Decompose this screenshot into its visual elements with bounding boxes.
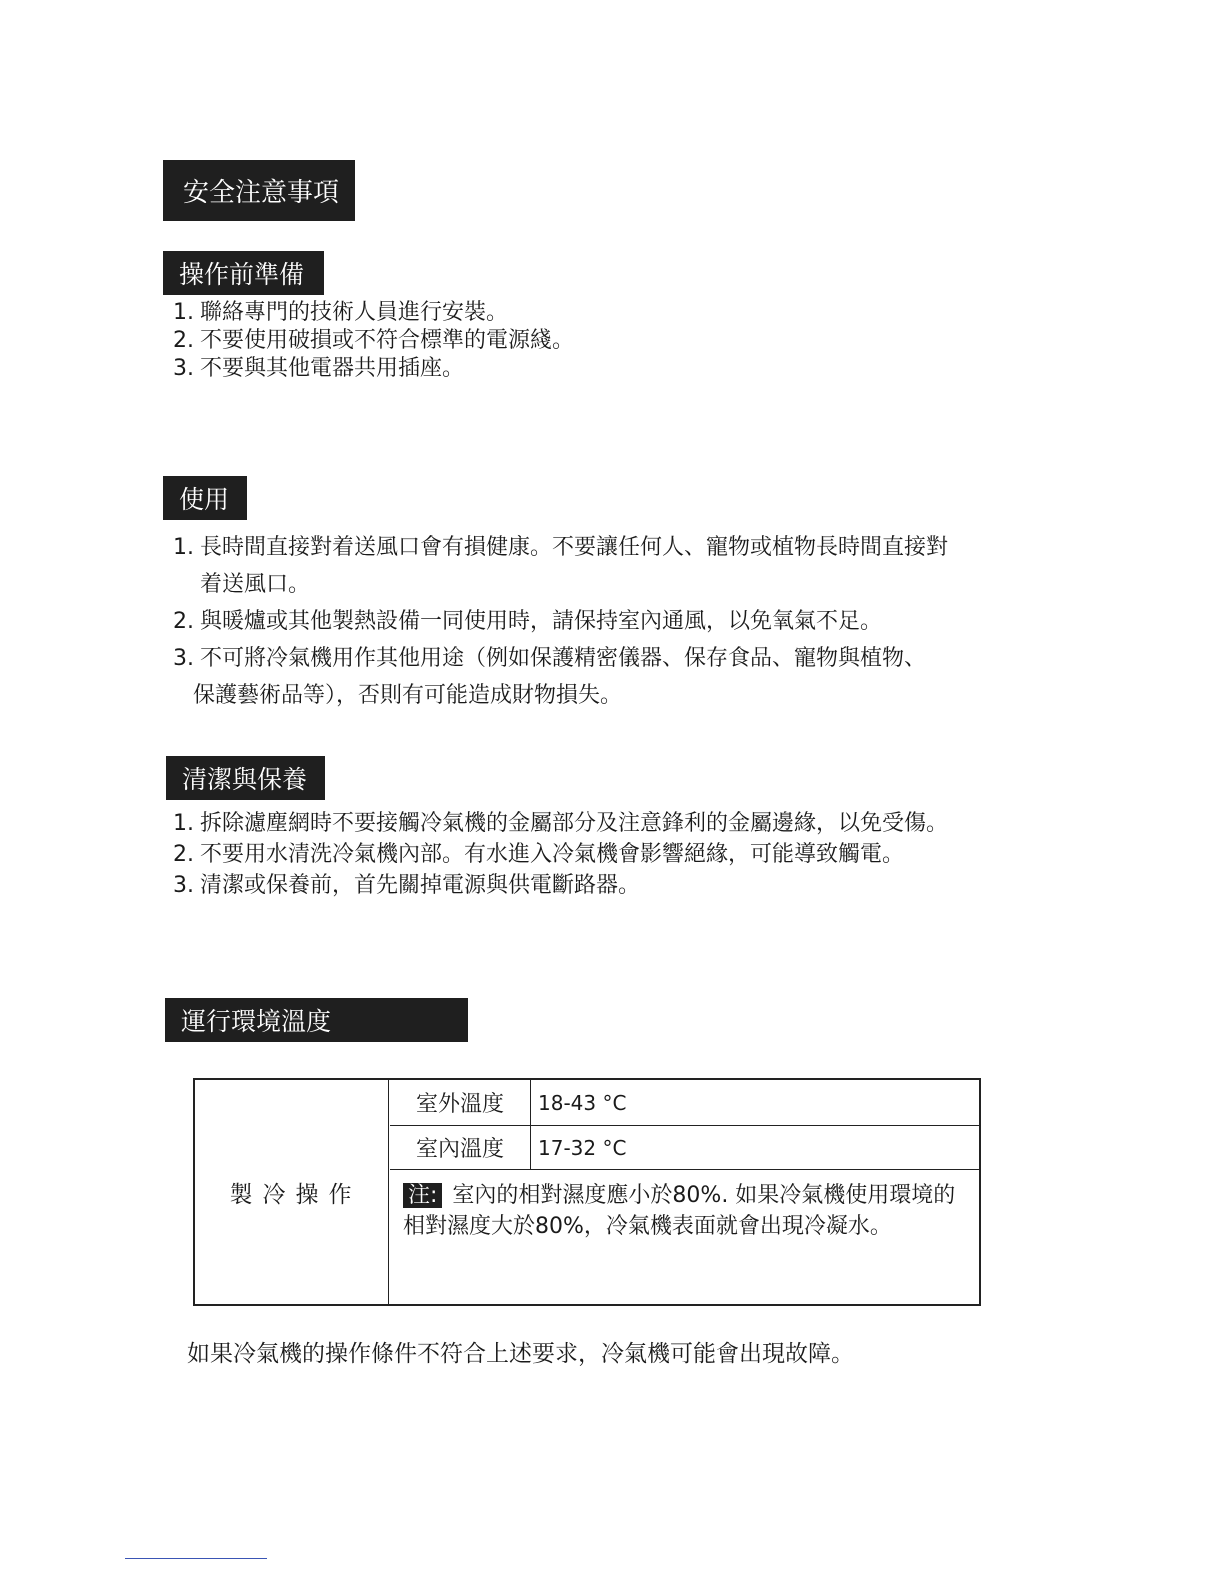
prep-list <box>173 299 574 383</box>
list-item: 1. 拆除濾塵網時不要接觸冷氣機的金屬部分及注意鋒利的金屬邊緣，以免受傷。 <box>173 811 949 836</box>
mode-cell: 製冷操作 <box>195 1080 389 1304</box>
list-item: 1. 聯絡專門的技術人員進行安裝。 <box>173 300 509 325</box>
note-text: 室內的相對濕度應小於80%. 如果冷氣機使用環境的相對濕度大於80%，冷氣機表面就會出現冷凝水。 <box>403 1183 956 1239</box>
footer-divider <box>125 1558 267 1559</box>
humidity-note <box>403 1180 963 1242</box>
list-item: 3. 不要與其他電器共用插座。 <box>173 356 465 381</box>
list-item: 3. 清潔或保養前，首先關掉電源與供電斷路器。 <box>173 873 641 898</box>
footer-note: 如果冷氣機的操作條件不符合上述要求，冷氣機可能會出現故障。 <box>187 1341 854 1367</box>
use-list <box>173 529 948 714</box>
list-item: 1. 長時間直接對着送風口會有損健康。不要讓任何人、寵物或植物長時間直接對 着送風口。 <box>173 535 949 597</box>
clean-list <box>173 808 948 901</box>
outdoor-temp-value: 18-43 °C <box>538 1090 627 1115</box>
list-item: 3. 不可將冷氣機用作其他用途（例如保護精密儀器、保存食品、寵物與植物、 保護藝術品等），否則有可能造成財物損失。 <box>173 646 927 708</box>
page-title: 安全注意事項 <box>163 160 355 221</box>
list-item: 2. 與暖爐或其他製熱設備一同使用時，請保持室內通風，以免氧氣不足。 <box>173 609 883 634</box>
indoor-temp-label: 室內溫度 <box>390 1126 531 1169</box>
table-row <box>390 1126 979 1170</box>
indoor-temp-value: 17-32 °C <box>538 1135 627 1160</box>
section-title-use: 使用 <box>163 476 247 520</box>
section-title-clean: 清潔與保養 <box>166 756 325 800</box>
outdoor-temp-label: 室外溫度 <box>390 1080 531 1125</box>
operating-temperature-table <box>193 1078 981 1306</box>
table-row <box>390 1080 979 1126</box>
list-item: 2. 不要用水清洗冷氣機內部。有水進入冷氣機會影響絕緣，可能導致觸電。 <box>173 842 905 867</box>
list-item: 2. 不要使用破損或不符合標準的電源綫。 <box>173 328 575 353</box>
section-title-prep: 操作前準備 <box>163 251 324 295</box>
note-tag: 注: <box>403 1183 442 1208</box>
section-title-env: 運行環境溫度 <box>165 998 468 1042</box>
